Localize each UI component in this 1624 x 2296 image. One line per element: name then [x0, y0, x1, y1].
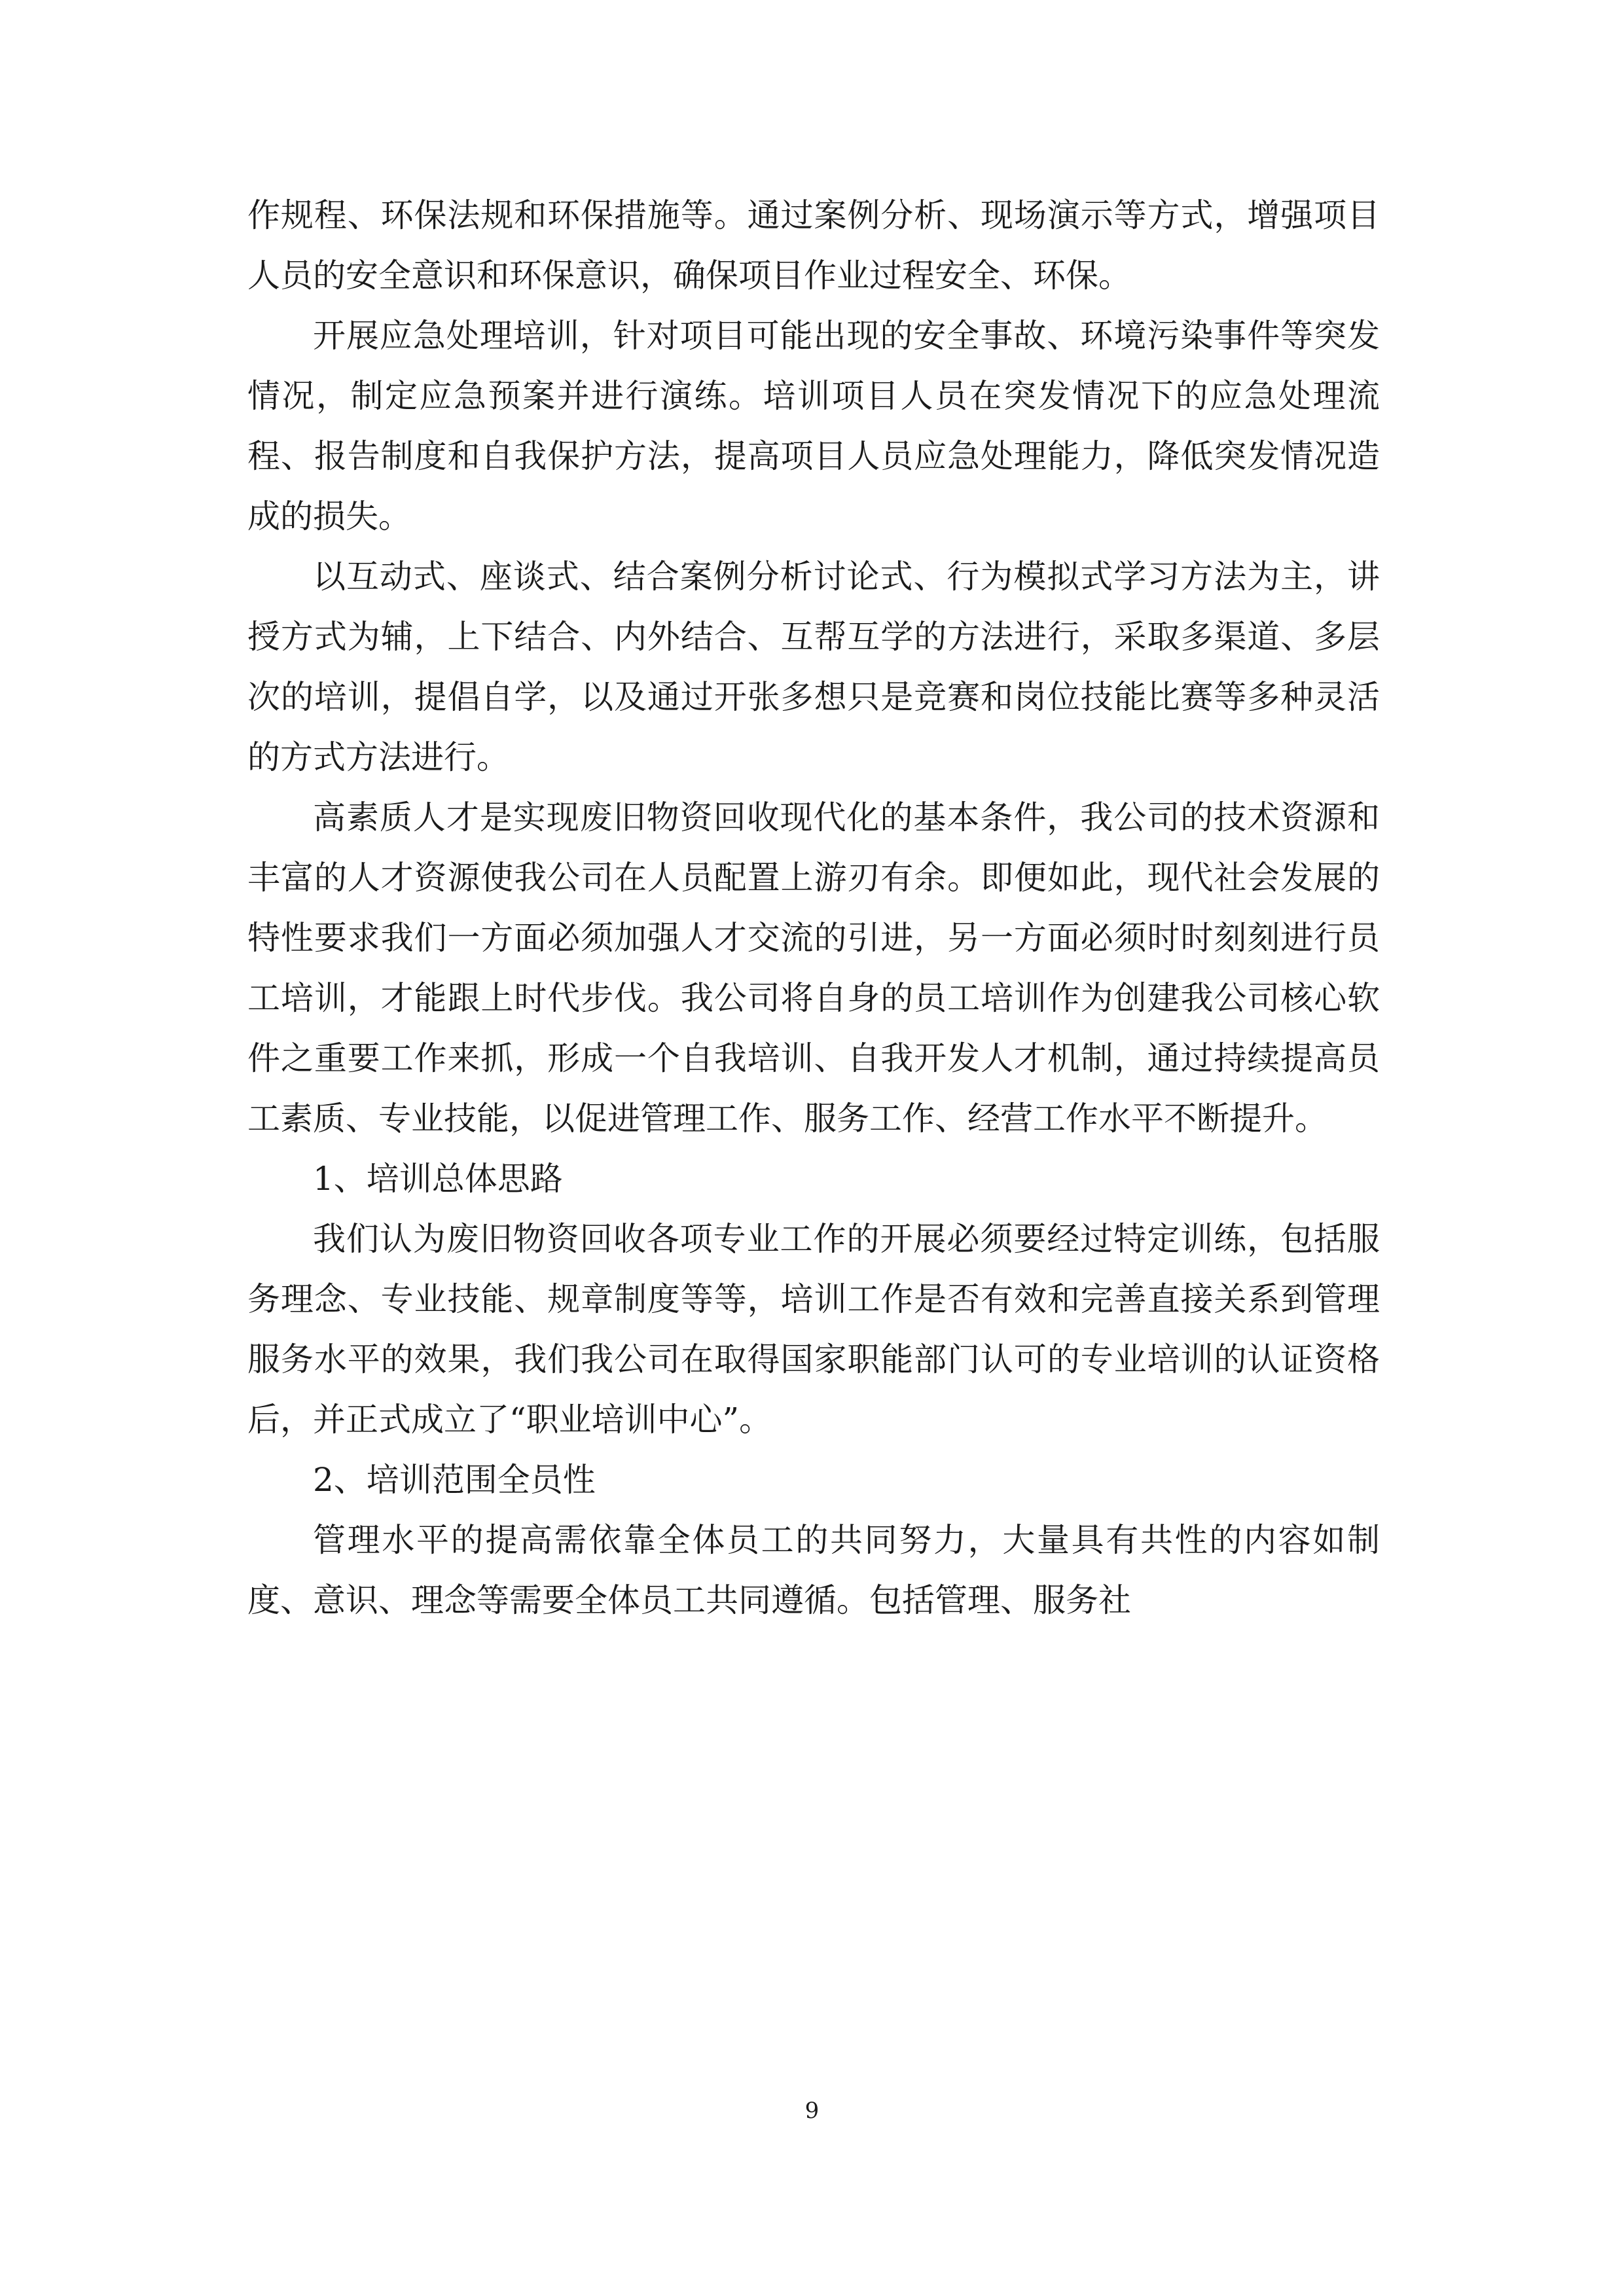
paragraph-2: 开展应急处理培训，针对项目可能出现的安全事故、环境污染事件等突发情况，制定应急预案并进行演练。培训项目人员在突发情况下的应急处理流程、报告制度和自我保护方法，提高项目人员应急处理能力，降低突发情况造成的损失。	[247, 317, 1380, 535]
paragraph-6: 管理水平的提高需依靠全体员工的共同努力，大量具有共性的内容如制度、意识、理念等需要全体员工共同遵循。包括管理、服务社	[247, 1521, 1380, 1619]
paragraph-3: 以互动式、座谈式、结合案例分析讨论式、行为模拟式学习方法为主，讲授方式为辅，上下结合、内外结合、互帮互学的方法进行，采取多渠道、多层次的培训，提倡自学，以及通过开张多想只是竞赛和岗位技能比赛等多种灵活的方式方法进行。	[247, 558, 1380, 776]
section-heading-1: 1、培训总体思路	[313, 1160, 563, 1198]
paragraph-5: 我们认为废旧物资回收各项专业工作的开展必须要经过特定训练，包括服务理念、专业技能、规章制度等等，培训工作是否有效和完善直接关系到管理服务水平的效果，我们我公司在取得国家职能部门认可的专业培训的认证资格后，并正式成立了“职业培训中心”。	[247, 1220, 1380, 1439]
page-number: 9	[804, 2098, 820, 2124]
paragraph-4: 高素质人才是实现废旧物资回收现代化的基本条件，我公司的技术资源和丰富的人才资源使我公司在人员配置上游刃有余。即便如此，现代社会发展的特性要求我们一方面必须加强人才交流的引进，另一方面必须时时刻刻进行员工培训，才能跟上时代步伐。我公司将自身的员工培训作为创建我公司核心软件之重要工作来抓，形成一个自我培训、自我开发人才机制，通过持续提高员工素质、专业技能，以促进管理工作、服务工作、经营工作水平不断提升。	[247, 798, 1380, 1138]
body-text	[247, 185, 1380, 1630]
section-heading-2: 2、培训范围全员性	[313, 1461, 596, 1499]
paragraph-1: 作规程、环保法规和环保措施等。通过案例分析、现场演示等方式，增强项目人员的安全意识和环保意识，确保项目作业过程安全、环保。	[247, 196, 1380, 295]
